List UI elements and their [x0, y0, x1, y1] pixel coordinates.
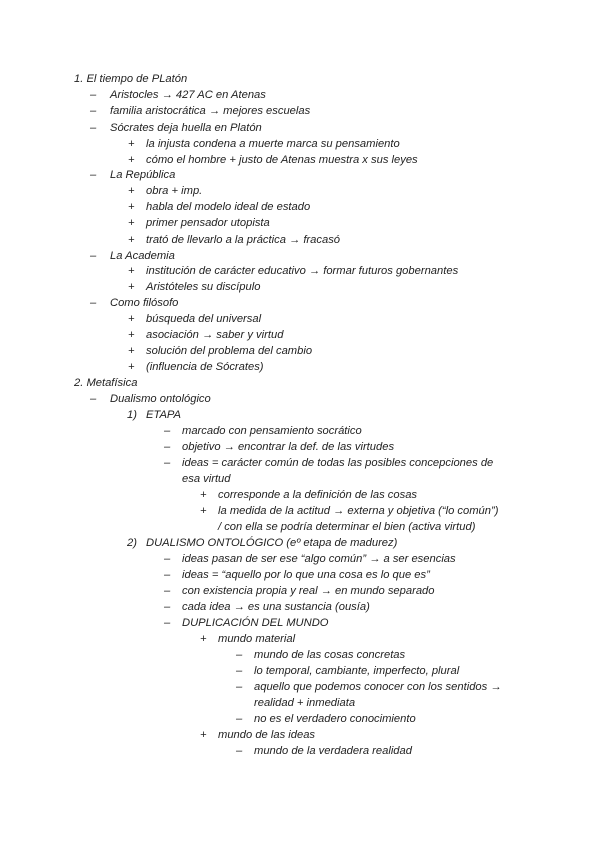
- dash-bullet: –: [90, 169, 97, 181]
- sub-list-item: obra + imp.: [146, 185, 203, 197]
- dash-bullet: –: [236, 649, 243, 661]
- plus-bullet: +: [128, 154, 135, 166]
- numbered-marker: 2): [127, 537, 137, 549]
- plus-bullet: +: [200, 489, 207, 501]
- plus-bullet: +: [128, 138, 135, 150]
- sub-list-item: institución de carácter educativo → formar futuros gobernantes: [146, 265, 459, 277]
- list-item: mundo de la verdadera realidad: [254, 745, 412, 757]
- list-item: mundo de las cosas concretas: [254, 649, 406, 661]
- list-item: aquello que podemos conocer con los sentidos →: [254, 681, 502, 693]
- list-item: La Academia: [110, 250, 175, 262]
- list-item-continuation: esa virtud: [182, 473, 231, 485]
- sub-list-item: solución del problema del cambio: [146, 345, 313, 357]
- dash-bullet: –: [90, 105, 97, 117]
- list-item: con existencia propia y real → en mundo separado: [182, 585, 435, 597]
- dash-bullet: –: [236, 713, 243, 725]
- dash-bullet: –: [164, 457, 171, 469]
- sub-list-item: trató de llevarlo a la práctica → fracasó: [146, 234, 341, 246]
- sub-list-item: la medida de la actitud → externa y objetiva (“lo común”): [218, 505, 499, 517]
- list-item: Sócrates deja huella en Platón: [110, 122, 262, 134]
- sub-list-item: búsqueda del universal: [146, 313, 262, 325]
- list-item: ideas pasan de ser ese “algo común” → a ser esencias: [182, 553, 456, 565]
- plus-bullet: +: [128, 361, 135, 373]
- list-item: ideas = “aquello por lo que una cosa es lo que es”: [182, 569, 430, 581]
- dash-bullet: –: [236, 681, 243, 693]
- sub-list-item: Aristóteles su discípulo: [146, 281, 261, 293]
- list-item: DUPLICACIÓN DEL MUNDO: [182, 617, 329, 629]
- dash-bullet: –: [90, 393, 97, 405]
- sub-list-item: asociación → saber y virtud: [146, 329, 284, 341]
- sub-list-item: mundo de las ideas: [218, 729, 316, 741]
- sub-list-item: habla del modelo ideal de estado: [146, 201, 311, 213]
- section-heading-2: 2. Metafísica: [74, 377, 138, 389]
- list-item: ideas = carácter común de todas las posibles concepciones de: [182, 457, 494, 469]
- sub-list-item: mundo material: [218, 633, 296, 645]
- stage-title: ETAPA: [146, 409, 182, 421]
- list-item: La República: [110, 169, 176, 181]
- list-item: Como filósofo: [110, 297, 179, 309]
- plus-bullet: +: [128, 281, 135, 293]
- dash-bullet: –: [90, 250, 97, 262]
- dash-bullet: –: [90, 297, 97, 309]
- plus-bullet: +: [128, 201, 135, 213]
- plus-bullet: +: [200, 729, 207, 741]
- dash-bullet: –: [164, 617, 171, 629]
- dash-bullet: –: [164, 585, 171, 597]
- dash-bullet: –: [164, 601, 171, 613]
- list-item: no es el verdadero conocimiento: [254, 713, 416, 725]
- dash-bullet: –: [236, 745, 243, 757]
- list-item: objetivo → encontrar la def. de las virtudes: [182, 441, 395, 453]
- plus-bullet: +: [200, 505, 207, 517]
- plus-bullet: +: [128, 313, 135, 325]
- stage-title: DUALISMO ONTOLÓGICO (eº etapa de madurez): [146, 537, 398, 549]
- dash-bullet: –: [164, 425, 171, 437]
- list-item-continuation: realidad + inmediata: [254, 697, 356, 709]
- plus-bullet: +: [128, 345, 135, 357]
- plus-bullet: +: [128, 265, 135, 277]
- dash-bullet: –: [164, 441, 171, 453]
- list-item: Dualismo ontológico: [110, 393, 211, 405]
- plus-bullet: +: [128, 329, 135, 341]
- dash-bullet: –: [236, 665, 243, 677]
- plus-bullet: +: [200, 633, 207, 645]
- list-item: familia aristocrática → mejores escuelas: [110, 105, 311, 117]
- sub-list-item: corresponde a la definición de las cosas: [218, 489, 418, 501]
- dash-bullet: –: [90, 122, 97, 134]
- dash-bullet: –: [90, 89, 97, 101]
- plus-bullet: +: [128, 185, 135, 197]
- sub-list-item: primer pensador utopista: [146, 217, 270, 229]
- plus-bullet: +: [128, 234, 135, 246]
- sub-list-item: la injusta condena a muerte marca su pensamiento: [146, 138, 400, 150]
- sub-list-item: cómo el hombre + justo de Atenas muestra x sus leyes: [146, 154, 418, 166]
- sub-list-item-continuation: / con ella se podría determinar el bien (activa virtud): [218, 521, 476, 533]
- section-heading-1: 1. El tiempo de PLatón: [74, 73, 188, 85]
- list-item: Aristocles → 427 AC en Atenas: [110, 89, 266, 101]
- list-item: cada idea → es una sustancia (ousía): [182, 601, 370, 613]
- plus-bullet: +: [128, 217, 135, 229]
- list-item: lo temporal, cambiante, imperfecto, plural: [254, 665, 460, 677]
- dash-bullet: –: [164, 553, 171, 565]
- dash-bullet: –: [164, 569, 171, 581]
- numbered-marker: 1): [127, 409, 137, 421]
- sub-list-item: (influencia de Sócrates): [146, 361, 264, 373]
- list-item: marcado con pensamiento socrático: [182, 425, 362, 437]
